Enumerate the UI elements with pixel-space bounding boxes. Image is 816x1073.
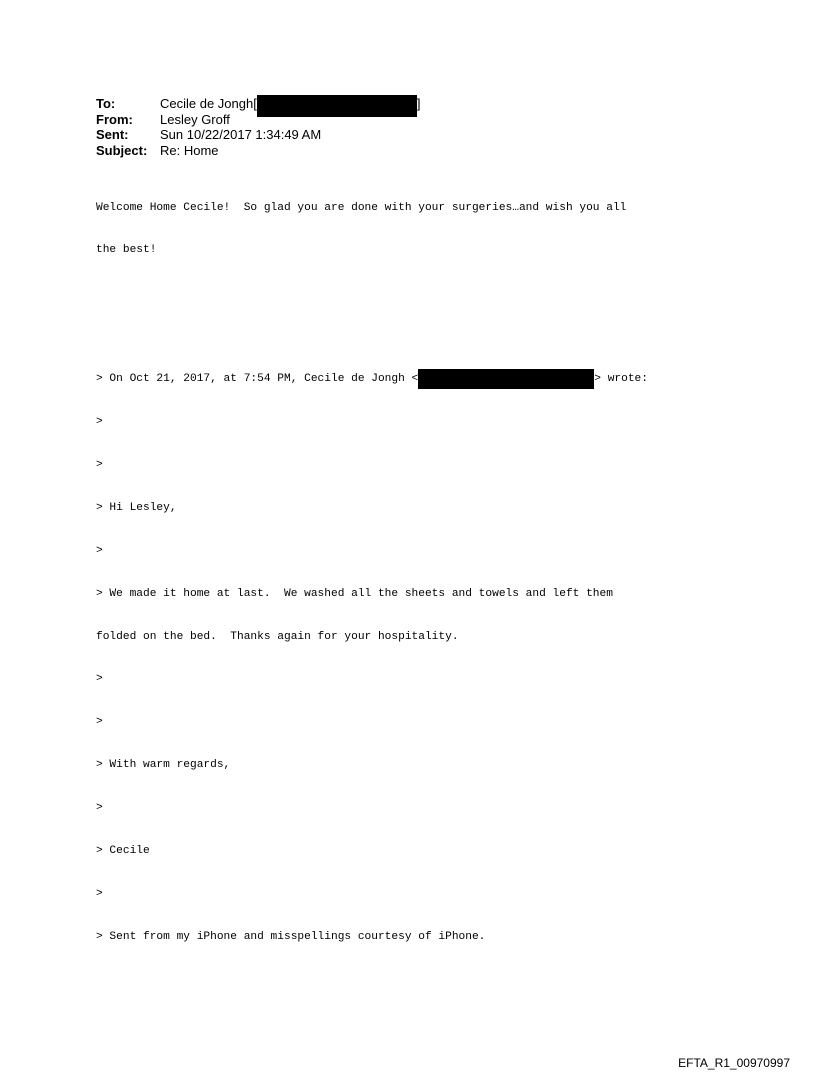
body-line: > (96, 887, 103, 900)
body-line: > Sent from my iPhone and misspellings courtesy of iPhone. (96, 930, 486, 943)
body-line: > Hi Lesley, (96, 501, 177, 514)
body-line: folded on the bed. Thanks again for your hospitality. (96, 630, 459, 643)
from-label: From: (96, 111, 133, 127)
subject-value: Re: Home (160, 142, 219, 158)
body-line: > Cecile (96, 844, 150, 857)
body-line (96, 286, 648, 300)
body-line: > (96, 458, 103, 471)
body-line: > (96, 673, 103, 686)
quote-header-tail: > wrote: (594, 373, 648, 386)
from-value: Lesley Groff (160, 111, 230, 127)
to-name: Cecile de Jongh[ (160, 96, 257, 111)
sent-label: Sent: (96, 127, 129, 142)
email-body (96, 172, 648, 973)
body-line: > (96, 716, 103, 729)
body-line: Welcome Home Cecile! So glad you are done with your surgeries…and wish you all (96, 201, 627, 214)
redaction-box (257, 95, 417, 117)
body-line: > (96, 416, 103, 429)
quote-header-text: > On Oct 21, 2017, at 7:54 PM, Cecile de Jongh < (96, 373, 419, 386)
to-close-bracket: ] (416, 96, 421, 111)
body-line: > We made it home at last. We washed all the sheets and towels and left them (96, 587, 613, 600)
quote-header-line (96, 372, 648, 386)
redaction-box (418, 369, 594, 389)
body-line (96, 329, 648, 343)
sent-value: Sun 10/22/2017 1:34:49 AM (160, 127, 322, 142)
body-line: the best! (96, 244, 157, 257)
document-id: EFTA_R1_00970997 (678, 1056, 790, 1070)
body-line: > With warm regards, (96, 759, 231, 772)
to-label: To: (96, 96, 116, 111)
subject-label: Subject: (96, 142, 148, 158)
body-line: > (96, 802, 103, 815)
body-line: > (96, 544, 103, 557)
